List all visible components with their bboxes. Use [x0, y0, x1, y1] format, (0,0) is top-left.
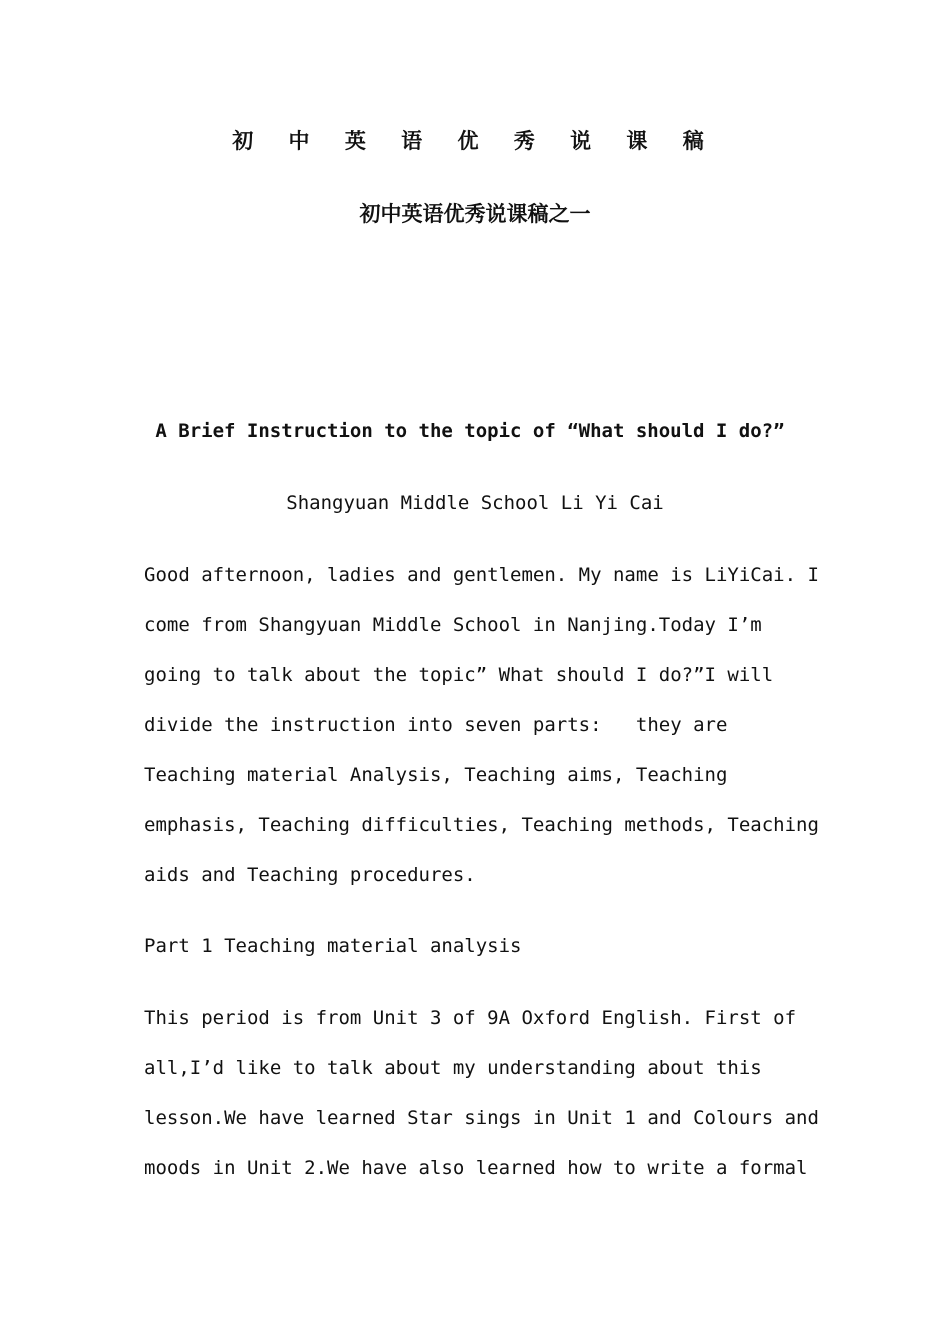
paragraph-line: emphasis, Teaching difficulties, Teaching methods, Teaching [144, 814, 819, 836]
paragraph-line: divide the instruction into seven parts: they are [144, 714, 728, 736]
paragraph-line: aids and Teaching procedures. [144, 864, 476, 886]
paragraph-line: Teaching material Analysis, Teaching aims, Teaching [144, 764, 728, 786]
intro-paragraph [144, 560, 824, 910]
paragraph-line: lesson.We have learned Star sings in Unit 1 and Colours and [144, 1107, 819, 1129]
part1-paragraph [144, 1003, 824, 1203]
paragraph-line: all,I’d like to talk about my understanding about this [144, 1057, 762, 1079]
part1-heading: Part 1 Teaching material analysis [144, 935, 522, 957]
paragraph-line: moods in Unit 2.We have also learned how to write a formal [144, 1157, 808, 1179]
paragraph-line: Good afternoon, ladies and gentlemen. My name is LiYiCai. I [144, 564, 819, 586]
paragraph-line: This period is from Unit 3 of 9A Oxford English. First of [144, 1007, 797, 1029]
document-title: 初 中 英 语 优 秀 说 课 稿 [232, 129, 718, 153]
document-subtitle: 初中英语优秀说课稿之一 [359, 202, 591, 226]
topic-heading: A Brief Instruction to the topic of “What should I do?” [155, 420, 785, 442]
paragraph-line: going to talk about the topic” What should I do?”I will [144, 664, 774, 686]
author-byline: Shangyuan Middle School Li Yi Cai [286, 492, 664, 514]
paragraph-line: come from Shangyuan Middle School in Nanjing.Today I’m [144, 614, 762, 636]
